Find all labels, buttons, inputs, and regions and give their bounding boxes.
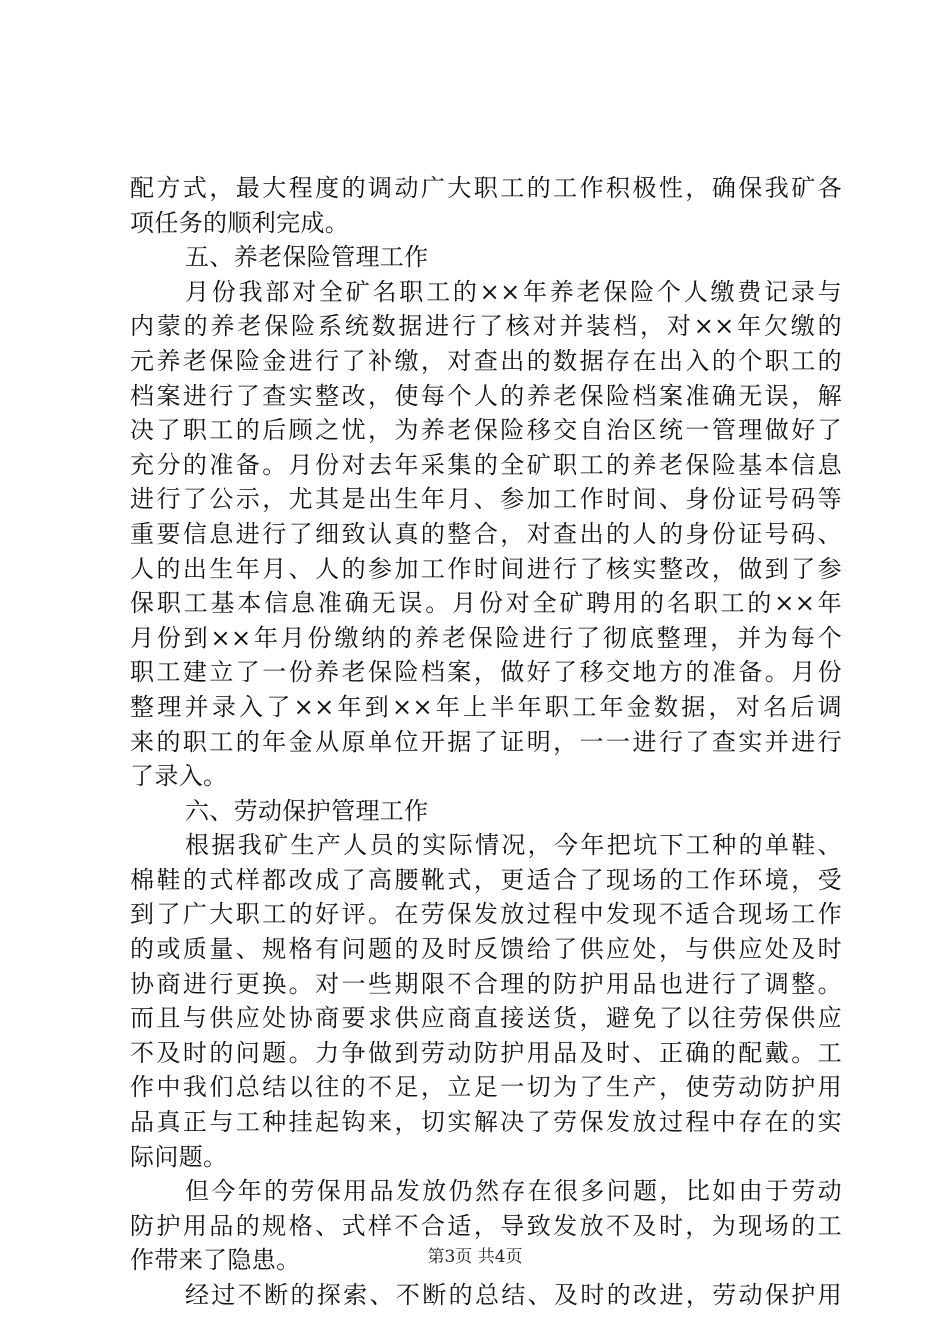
text-line: 不及时的问题。力争做到劳动防护用品及时、正确的配戴。工 <box>130 1038 842 1067</box>
text-line: 职工建立了一份养老保险档案，做好了移交地方的准备。月份 <box>130 658 842 687</box>
text-line: 整理并录入了××年到××年上半年职工年金数据，对名后调 <box>130 692 842 721</box>
text-line: 充分的准备。月份对去年采集的全矿职工的养老保险基本信息 <box>130 450 842 479</box>
text-line: 元养老保险金进行了补缴，对查出的数据存在出入的个职工的 <box>130 346 842 375</box>
text-line: 人的出生年月、人的参加工作时间进行了核实整改，做到了参 <box>130 554 842 583</box>
text-line: 进行了公示，尤其是出生年月、参加工作时间、身份证号码等 <box>130 485 842 514</box>
text-line: 棉鞋的式样都改成了高腰靴式，更适合了现场的工作环境，受 <box>130 865 842 894</box>
text-line: 配方式，最大程度的调动广大职工的工作积极性，确保我矿各 <box>130 174 842 202</box>
text-line: 六、劳动保护管理工作 <box>185 796 429 825</box>
text-line: 了录入。 <box>130 762 228 791</box>
text-line: 月份到××年月份缴纳的养老保险进行了彻底整理，并为每个 <box>130 623 842 652</box>
page-number-footer: 第3页 共4页 <box>427 1247 523 1267</box>
text-line: 际问题。 <box>130 1142 228 1171</box>
text-line: 作中我们总结以往的不足，立足一切为了生产，使劳动防护用 <box>130 1073 842 1102</box>
text-line: 保职工基本信息准确无误。月份对全矿聘用的名职工的××年 <box>130 589 842 618</box>
text-line: 重要信息进行了细致认真的整合，对查出的人的身份证号码、 <box>130 519 842 548</box>
text-line: 但今年的劳保用品发放仍然存在很多问题，比如由于劳动 <box>185 1177 842 1206</box>
text-line: 协商进行更换。对一些期限不合理的防护用品也进行了调整。 <box>130 969 842 998</box>
text-line: 决了职工的后顾之忧，为养老保险移交自治区统一管理做好了 <box>130 416 842 445</box>
document-body <box>130 171 842 1313</box>
text-line: 作带来了隐患。 <box>130 1246 301 1275</box>
text-line: 项任务的顺利完成。 <box>130 208 350 237</box>
text-line: 月份我部对全矿名职工的××年养老保险个人缴费记录与 <box>185 277 842 306</box>
text-line: 经过不断的探索、不断的总结、及时的改进，劳动保护用 <box>185 1281 842 1309</box>
text-line: 五、养老保险管理工作 <box>185 243 429 272</box>
text-line: 根据我矿生产人员的实际情况，今年把坑下工种的单鞋、 <box>185 831 842 860</box>
text-line: 档案进行了查实整改，使每个人的养老保险档案准确无误，解 <box>130 381 842 410</box>
text-line: 而且与供应处协商要求供应商直接送货，避免了以往劳保供应 <box>130 1004 842 1033</box>
text-line: 品真正与工种挂起钩来，切实解决了劳保发放过程中存在的实 <box>130 1108 842 1137</box>
text-line: 内蒙的养老保险系统数据进行了核对并装档，对××年欠缴的 <box>130 312 842 341</box>
text-line: 的或质量、规格有问题的及时反馈给了供应处，与供应处及时 <box>130 935 842 964</box>
text-line: 到了广大职工的好评。在劳保发放过程中发现不适合现场工作 <box>130 900 842 929</box>
text-line: 防护用品的规格、式样不合适，导致发放不及时，为现场的工 <box>130 1211 842 1240</box>
text-line: 来的职工的年金从原单位开据了证明，一一进行了查实并进行 <box>130 727 842 756</box>
